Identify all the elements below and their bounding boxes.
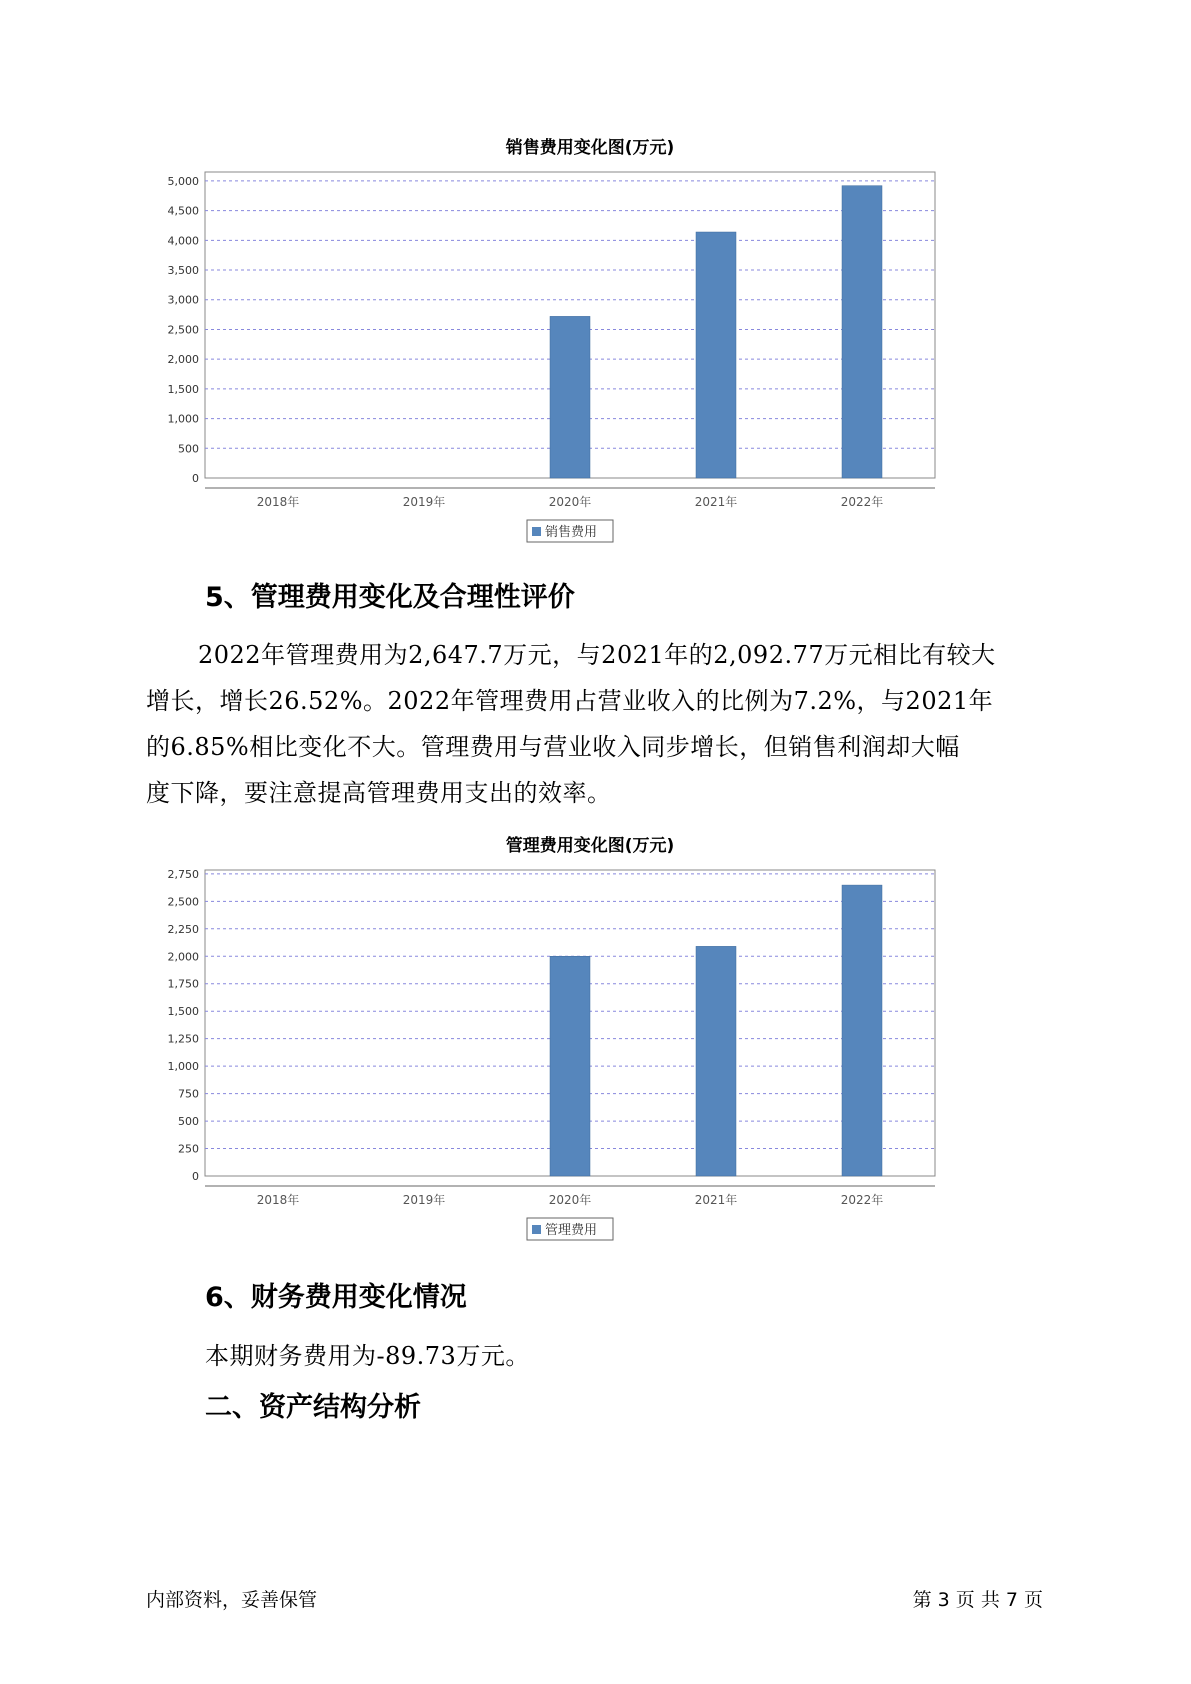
section-6-heading: 6、财务费用变化情况 [205, 1282, 467, 1313]
bar [696, 232, 736, 478]
paragraph-line: 度下降，要注意提高管理费用支出的效率。 [146, 779, 612, 807]
y-tick-label: 2,750 [167, 867, 199, 881]
section-5-heading: 5、管理费用变化及合理性评价 [205, 582, 575, 613]
bar [550, 316, 590, 478]
y-tick-label: 1,500 [167, 1005, 199, 1019]
y-tick-label: 4,000 [167, 234, 199, 248]
y-tick-label: 2,000 [167, 950, 199, 964]
bar [842, 885, 882, 1176]
bar [696, 946, 736, 1176]
x-tick-label: 2022年 [840, 495, 884, 509]
x-tick-label: 2022年 [840, 1193, 884, 1207]
y-tick-label: 0 [192, 472, 199, 485]
section-two-heading: 二、资产结构分析 [205, 1392, 421, 1423]
y-tick-label: 3,000 [167, 293, 199, 307]
sales-expense-chart-svg [160, 160, 1020, 560]
x-tick-label: 2020年 [548, 1193, 592, 1207]
legend-label: 管理费用 [545, 1223, 598, 1238]
paragraph-line: 2022年管理费用为2,647.7万元，与2021年的2,092.77万元相比有较大 [198, 641, 996, 669]
chart-title: 销售费用变化图(万元) [505, 138, 675, 158]
y-tick-label: 2,250 [167, 922, 199, 936]
y-tick-label: 500 [178, 442, 199, 456]
admin-expense-chart-svg [160, 858, 1020, 1258]
section-6-text: 本期财务费用为-89.73万元。 [205, 1342, 530, 1370]
y-tick-label: 3,500 [167, 264, 199, 278]
y-tick-label: 1,500 [167, 382, 199, 396]
x-tick-label: 2019年 [402, 495, 446, 509]
y-tick-label: 4,500 [167, 204, 199, 218]
legend-swatch [532, 527, 541, 536]
x-tick-label: 2018年 [256, 495, 300, 509]
y-tick-label: 5,000 [167, 174, 199, 188]
footer-right: 第 3 页 共 7 页 [912, 1589, 1043, 1611]
y-tick-label: 2,500 [167, 323, 199, 337]
y-tick-label: 1,000 [167, 412, 199, 426]
y-tick-label: 750 [178, 1087, 199, 1101]
paragraph-line: 增长，增长26.52%。2022年管理费用占营业收入的比例为7.2%，与2021年 [146, 687, 994, 715]
legend-swatch [532, 1225, 541, 1234]
paragraph-line: 的6.85%相比变化不大。管理费用与营业收入同步增长，但销售利润却大幅 [146, 733, 960, 761]
bar [842, 186, 882, 478]
y-tick-label: 1,250 [167, 1032, 199, 1046]
chart-title: 管理费用变化图(万元) [505, 836, 675, 856]
bar [550, 956, 590, 1176]
x-tick-label: 2021年 [694, 1193, 738, 1207]
y-tick-label: 250 [178, 1142, 199, 1156]
legend-label: 销售费用 [545, 525, 598, 540]
x-tick-label: 2019年 [402, 1193, 446, 1207]
footer-left: 内部资料，妥善保管 [146, 1589, 318, 1611]
y-tick-label: 2,500 [167, 895, 199, 909]
y-tick-label: 500 [178, 1115, 199, 1129]
x-tick-label: 2018年 [256, 1193, 300, 1207]
sales-expense-chart [160, 130, 1020, 550]
y-tick-label: 1,000 [167, 1060, 199, 1074]
x-tick-label: 2020年 [548, 495, 592, 509]
y-tick-label: 2,000 [167, 353, 199, 367]
y-tick-label: 0 [192, 1170, 199, 1183]
x-tick-label: 2021年 [694, 495, 738, 509]
section-5-paragraph [146, 632, 1051, 816]
y-tick-label: 1,750 [167, 977, 199, 991]
admin-expense-chart [160, 828, 1020, 1248]
